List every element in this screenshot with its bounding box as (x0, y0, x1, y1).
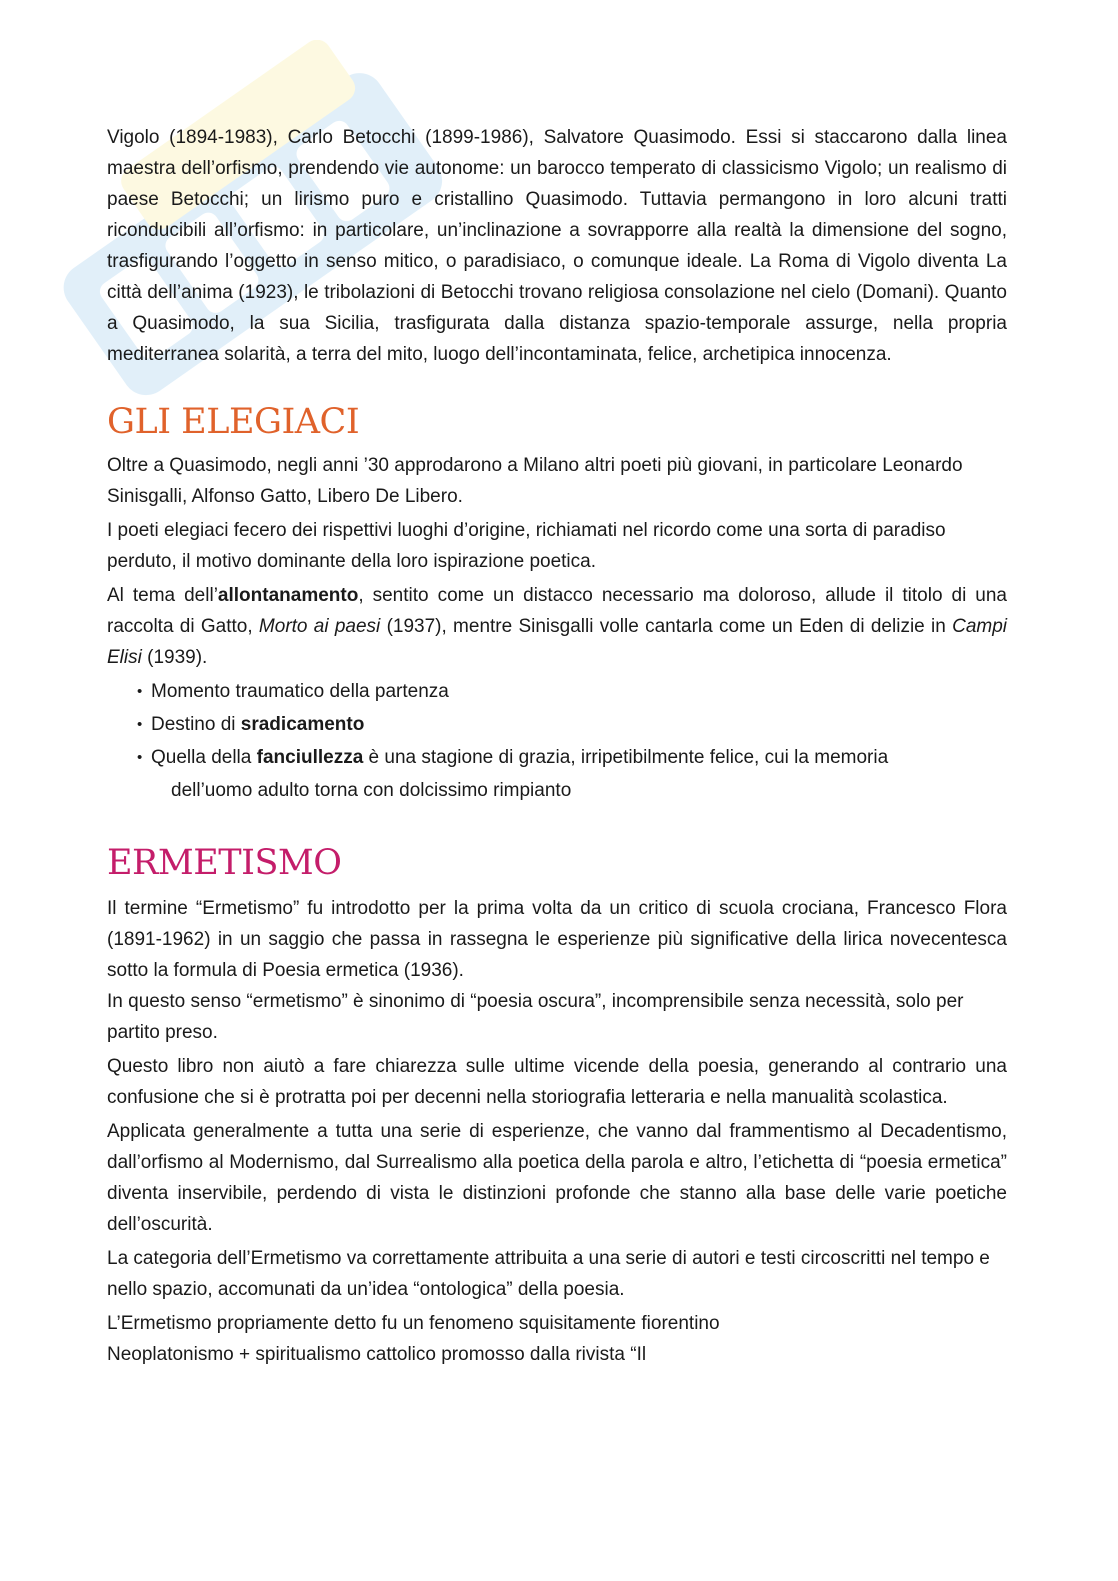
section-heading-elegiaci: GLI ELEGIACI (107, 402, 360, 442)
ermetismo-paragraph-4: Applicata generalmente a tutta una serie di esperienze, che vanno dal frammentismo al Decadentismo, dall’orfismo al Modernismo, dal Surrealismo alla poetica della parola e altro, l’etichetta di “poesia ermetica” diventa inservibile, perdendo di vista le distinzioni profonde che stanno alla base delle varie poetiche dell’oscurità. (107, 1121, 1007, 1235)
ermetismo-paragraph-1: Il termine “Ermetismo” fu introdotto per la prima volta da un critico di scuola crociana, Francesco Flora (1891-1962) in un saggio che passa in rassegna le esperienze più significative della lirica novecentesca sotto la formula di Poesia ermetica (1936). (107, 898, 1007, 981)
section-heading-ermetismo: ERMETISMO (107, 843, 342, 883)
ermetismo-paragraph-7: Neoplatonismo + spiritualismo cattolico promosso dalla rivista “Il (107, 1344, 647, 1365)
list-item: • Destino di sradicamento (149, 708, 1007, 741)
ermetismo-paragraph-3: Questo libro non aiutò a fare chiarezza sulle ultime vicende della poesia, generando al contrario una confusione che si è protratta poi per decenni nella storiografia letteraria e nella manualità scolastica. (107, 1056, 1007, 1108)
ermetismo-paragraph-5: La categoria dell’Ermetismo va correttamente attribuita a una serie di autori e testi circoscritti nel tempo e nello spazio, accomunati da un’idea “ontologica” della poesia. (107, 1248, 990, 1300)
document-page (107, 122, 1007, 1370)
list-item: • Momento traumatico della partenza (149, 675, 1007, 708)
bullet-icon: • (137, 683, 143, 700)
elegiaci-paragraph-1: Oltre a Quasimodo, negli anni ’30 approdarono a Milano altri poeti più giovani, in particolare Leonardo Sinisgalli, Alfonso Gatto, Libero De Libero. (107, 455, 963, 507)
ermetismo-paragraph-6: L’Ermetismo propriamente detto fu un fenomeno squisitamente fiorentino (107, 1313, 720, 1334)
list-item: • Quella della fanciullezza è una stagione di grazia, irripetibilmente felice, cui la memoria dell’uomo adulto torna con dolcissimo rimpianto (149, 741, 1007, 807)
elegiaci-paragraph-3: Al tema dell’allontanamento, sentito come un distacco necessario ma doloroso, allude il titolo di una raccolta di Gatto, Morto ai paesi (1937), mentre Sinisgalli volle cantarla come un Eden di delizie in Campi Elisi (1939). (107, 585, 1007, 668)
elegiaci-paragraph-2: I poeti elegiaci fecero dei rispettivi luoghi d’origine, richiamati nel ricordo come una sorta di paradiso perduto, il motivo dominante della loro ispirazione poetica. (107, 520, 946, 572)
highlighted-name: Carlo (287, 127, 333, 148)
bullet-icon: • (137, 716, 143, 733)
ermetismo-paragraph-2: In questo senso “ermetismo” è sinonimo di “poesia oscura”, incomprensibile senza necessità, solo per partito preso. (107, 991, 964, 1043)
elegiaci-bullet-list (137, 675, 1007, 807)
bullet-icon: • (137, 749, 143, 766)
intro-paragraph: Vigolo (1894-1983), Carlo Betocchi (1899-1986), Salvatore Quasimodo. Essi si staccarono dalla linea maestra dell’orfismo, prendendo vie autonome: un barocco temperato di classicismo Vigolo; un realismo di paese Betocchi; un lirismo puro e cristallino Quasimodo. Tuttavia permangono in loro alcuni tratti riconducibili all’orfismo: in particolare, un’inclinazione a sovrapporre alla realtà la dimensione del sogno, trasfigurando l’oggetto in senso mitico, o paradisiaco, o comunque ideale. La Roma di Vigolo diventa La città dell’anima (1923), le tribolazioni di Betocchi trovano religiosa consolazione nel cielo (Domani). Quanto a Quasimodo, la sua Sicilia, trasfigurata dalla distanza spazio-temporale assurge, nella propria mediterranea solarità, a terra del mito, luogo dell’incontaminata, felice, archetipica innocenza. (107, 127, 1007, 365)
